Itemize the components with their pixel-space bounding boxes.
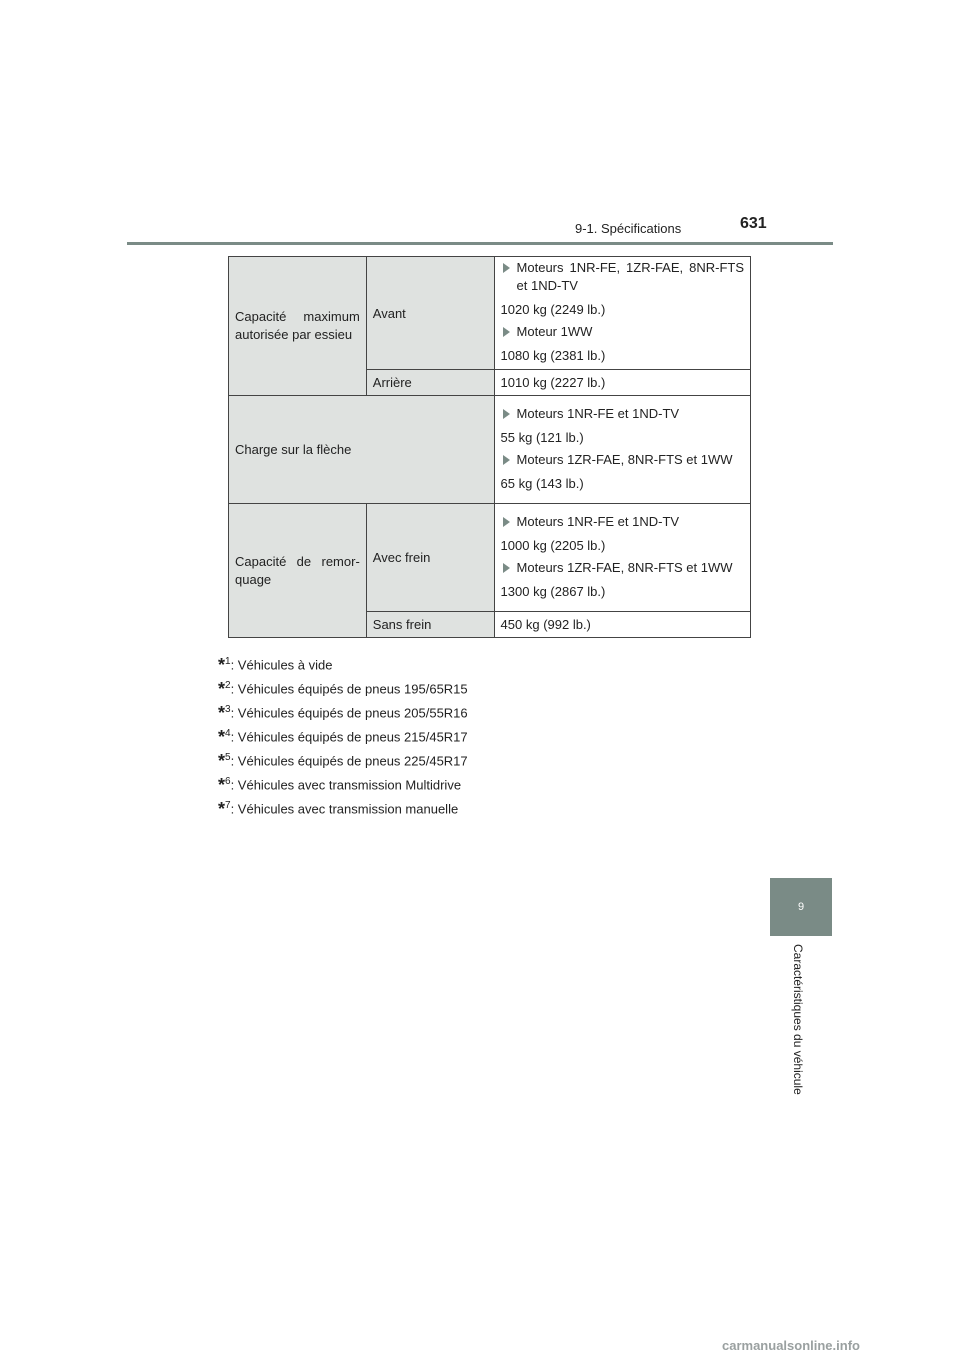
asterisk: * (218, 727, 226, 748)
footnote-number: 4 (225, 728, 231, 739)
row-label-towing: Capacité de remor-quage (229, 504, 367, 638)
engine-item: Moteurs 1NR-FE et 1ND-TV (501, 405, 744, 423)
asterisk: * (218, 751, 226, 772)
footnote (218, 746, 468, 770)
chapter-number: 9 (797, 901, 805, 913)
asterisk: * (218, 775, 226, 796)
weight-value: 1300 kg (2867 lb.) (500, 583, 606, 599)
value-cell-braked (494, 504, 750, 612)
asterisk: * (218, 655, 226, 676)
section-title: 9-1. Spécifications (575, 221, 682, 236)
asterisk: * (218, 679, 226, 700)
footnote (218, 674, 468, 698)
sublabel-braked: Avec frein (366, 504, 494, 612)
weight-value: 1010 kg (2227 lb.) (494, 370, 750, 396)
footnote-number: 7 (225, 800, 231, 811)
sublabel-front: Avant (366, 257, 494, 370)
footnotes (218, 650, 468, 818)
engine-item: Moteurs 1ZR-FAE, 8NR-FTS et 1WW (501, 451, 744, 469)
specifications-table (228, 256, 751, 638)
footnote-number: 1 (225, 656, 231, 667)
footnote-text: : Véhicules avec transmission manuelle (230, 801, 459, 817)
weight-value: 1020 kg (2249 lb.) (500, 302, 606, 317)
weight-value: 1000 kg (2205 lb.) (500, 537, 606, 553)
footnote-text: : Véhicules équipés de pneus 195/65R15 (230, 681, 468, 697)
footnote-text: : Véhicules équipés de pneus 225/45R17 (230, 753, 468, 769)
footnote-text: : Véhicules avec transmission Multidrive (230, 777, 462, 793)
footnote-number: 5 (225, 752, 231, 763)
chapter-tab-label-wrap (790, 944, 814, 1114)
value-cell-tongue (494, 396, 750, 504)
table-row (229, 257, 751, 370)
table-row (229, 396, 751, 504)
footnote (218, 698, 468, 722)
sublabel-unbraked: Sans frein (366, 612, 494, 638)
asterisk: * (218, 799, 226, 820)
engine-item: Moteurs 1NR-FE, 1ZR-FAE, 8NR-FTS et 1ND-TV (501, 259, 744, 295)
header-divider (127, 242, 833, 245)
chapter-label: Caractéristiques du véhicule (791, 944, 805, 1095)
footnote (218, 770, 468, 794)
table-row (229, 504, 751, 612)
footnote-text: : Véhicules à vide (230, 657, 333, 673)
footnote (218, 794, 468, 818)
footnote-text: : Véhicules équipés de pneus 215/45R17 (230, 729, 468, 745)
footnote-text: : Véhicules équipés de pneus 205/55R16 (230, 705, 468, 721)
engine-item: Moteur 1WW (501, 323, 744, 341)
engine-item: Moteurs 1ZR-FAE, 8NR-FTS et 1WW (501, 559, 744, 577)
watermark[interactable]: carmanualsonline.info (722, 1338, 860, 1353)
footnote (218, 650, 468, 674)
row-label-tongue: Charge sur la flèche (229, 396, 495, 504)
page-number: 631 (740, 215, 767, 232)
chapter-tab[interactable] (770, 878, 832, 936)
engine-item: Moteurs 1NR-FE et 1ND-TV (501, 513, 744, 531)
weight-value: 450 kg (992 lb.) (494, 612, 750, 638)
weight-value: 65 kg (143 lb.) (500, 475, 584, 491)
footnote (218, 722, 468, 746)
weight-value: 55 kg (121 lb.) (500, 429, 584, 445)
value-cell-front (494, 257, 750, 370)
sublabel-rear: Arrière (366, 370, 494, 396)
footnote-number: 6 (225, 776, 231, 787)
footnote-number: 3 (225, 704, 231, 715)
footnote-number: 2 (225, 680, 231, 691)
row-label-axle: Capacité maximum autorisée par essieu (229, 257, 367, 396)
weight-value: 1080 kg (2381 lb.) (500, 348, 606, 363)
asterisk: * (218, 703, 226, 724)
